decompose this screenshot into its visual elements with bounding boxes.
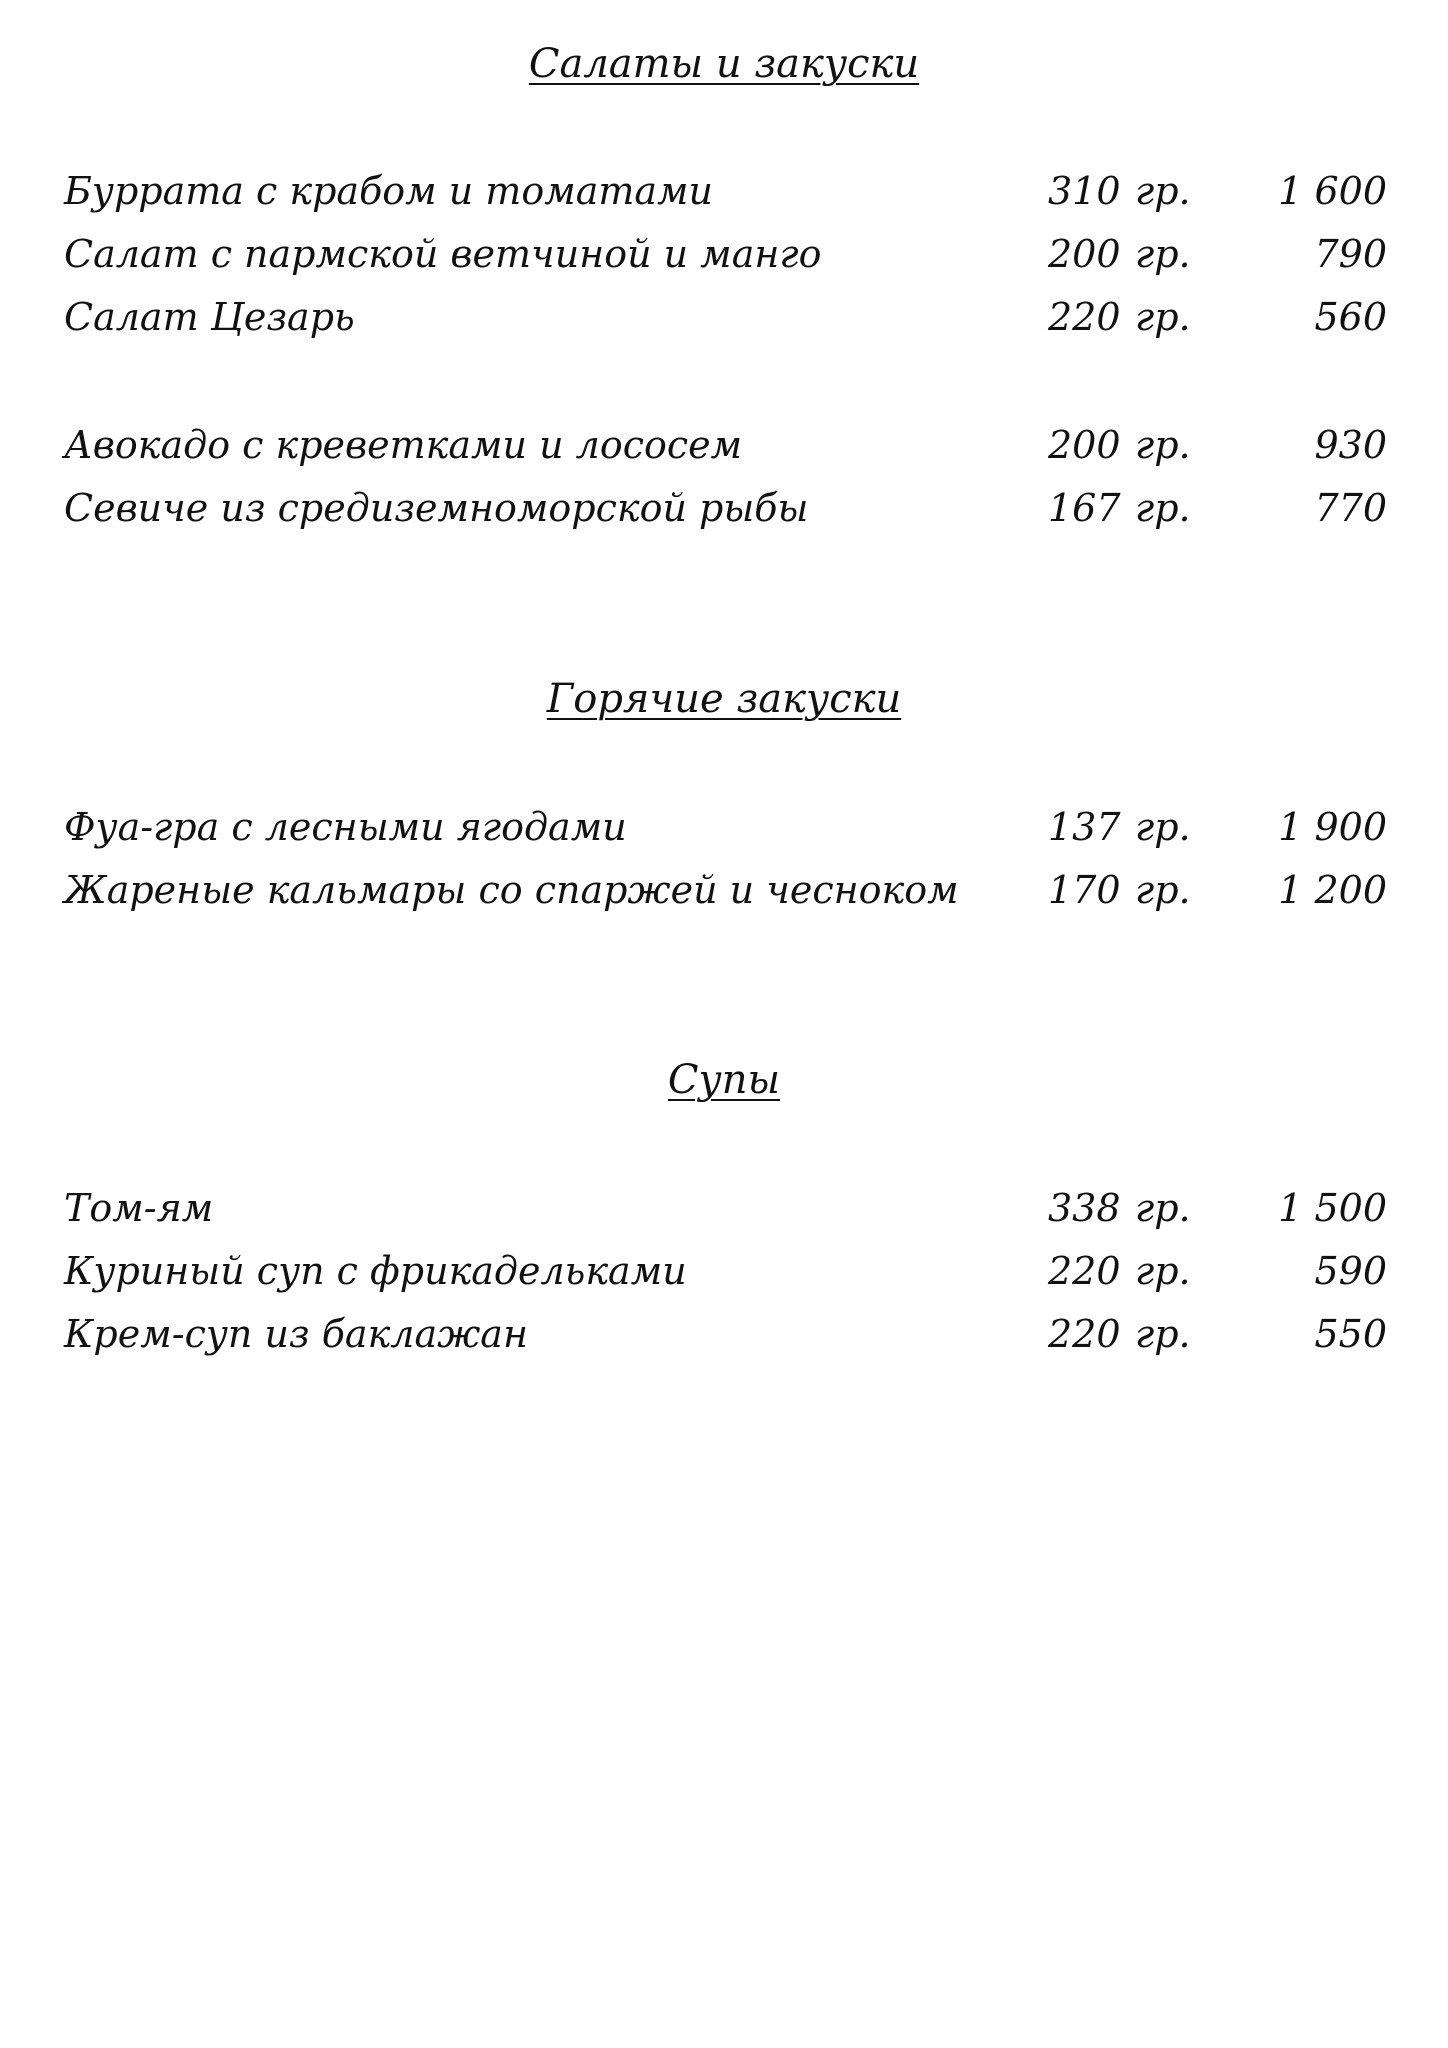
item-price: 590 <box>1314 1249 1387 1293</box>
item-unit: гр. <box>1135 486 1191 530</box>
item-price: 930 <box>1314 423 1387 467</box>
item-price: 560 <box>1314 295 1387 339</box>
item-weight: 170 <box>1048 868 1121 912</box>
menu-item <box>0 417 1448 473</box>
item-name: Салат Цезарь <box>64 295 355 339</box>
item-weight: 220 <box>1048 295 1121 339</box>
item-unit: гр. <box>1135 232 1191 276</box>
item-price: 550 <box>1314 1312 1387 1356</box>
menu-item <box>0 226 1448 282</box>
item-unit: гр. <box>1135 1312 1191 1356</box>
item-weight: 310 <box>1048 169 1121 213</box>
item-weight: 137 <box>1048 805 1121 849</box>
item-name: Куриный суп с фрикадельками <box>64 1249 687 1293</box>
item-price: 1 500 <box>1278 1186 1387 1230</box>
section-title-soups: Супы <box>667 1057 781 1103</box>
item-weight: 220 <box>1048 1312 1121 1356</box>
item-name: Крем-суп из баклажан <box>64 1312 528 1356</box>
item-name: Севиче из средиземноморской рыбы <box>64 486 809 530</box>
item-unit: гр. <box>1135 423 1191 467</box>
item-name: Том-ям <box>64 1186 214 1230</box>
item-unit: гр. <box>1135 868 1191 912</box>
item-price: 1 600 <box>1278 169 1387 213</box>
section-title-salads: Салаты и закуски <box>528 41 920 87</box>
item-price: 1 200 <box>1278 868 1387 912</box>
menu-item <box>0 862 1448 918</box>
item-unit: гр. <box>1135 169 1191 213</box>
item-price: 770 <box>1314 486 1387 530</box>
item-weight: 220 <box>1048 1249 1121 1293</box>
item-name: Фуа-гра с лесными ягодами <box>64 805 627 849</box>
item-unit: гр. <box>1135 295 1191 339</box>
item-unit: гр. <box>1135 1186 1191 1230</box>
item-name: Жареные кальмары со спаржей и чесноком <box>64 868 959 912</box>
menu-item <box>0 799 1448 855</box>
menu-item <box>0 1306 1448 1362</box>
item-weight: 167 <box>1048 486 1121 530</box>
menu-item <box>0 1180 1448 1236</box>
item-price: 790 <box>1314 232 1387 276</box>
menu-item <box>0 480 1448 536</box>
item-name: Салат с пармской ветчиной и манго <box>64 232 822 276</box>
item-unit: гр. <box>1135 805 1191 849</box>
menu-item <box>0 163 1448 219</box>
item-weight: 200 <box>1048 232 1121 276</box>
item-price: 1 900 <box>1278 805 1387 849</box>
menu-item <box>0 289 1448 345</box>
item-unit: гр. <box>1135 1249 1191 1293</box>
item-weight: 200 <box>1048 423 1121 467</box>
menu-item <box>0 1243 1448 1299</box>
item-name: Буррата с крабом и томатами <box>64 169 714 213</box>
item-weight: 338 <box>1048 1186 1121 1230</box>
item-name: Авокадо с креветками и лососем <box>64 423 743 467</box>
section-title-hot-appetizers: Горячие закуски <box>546 676 902 722</box>
